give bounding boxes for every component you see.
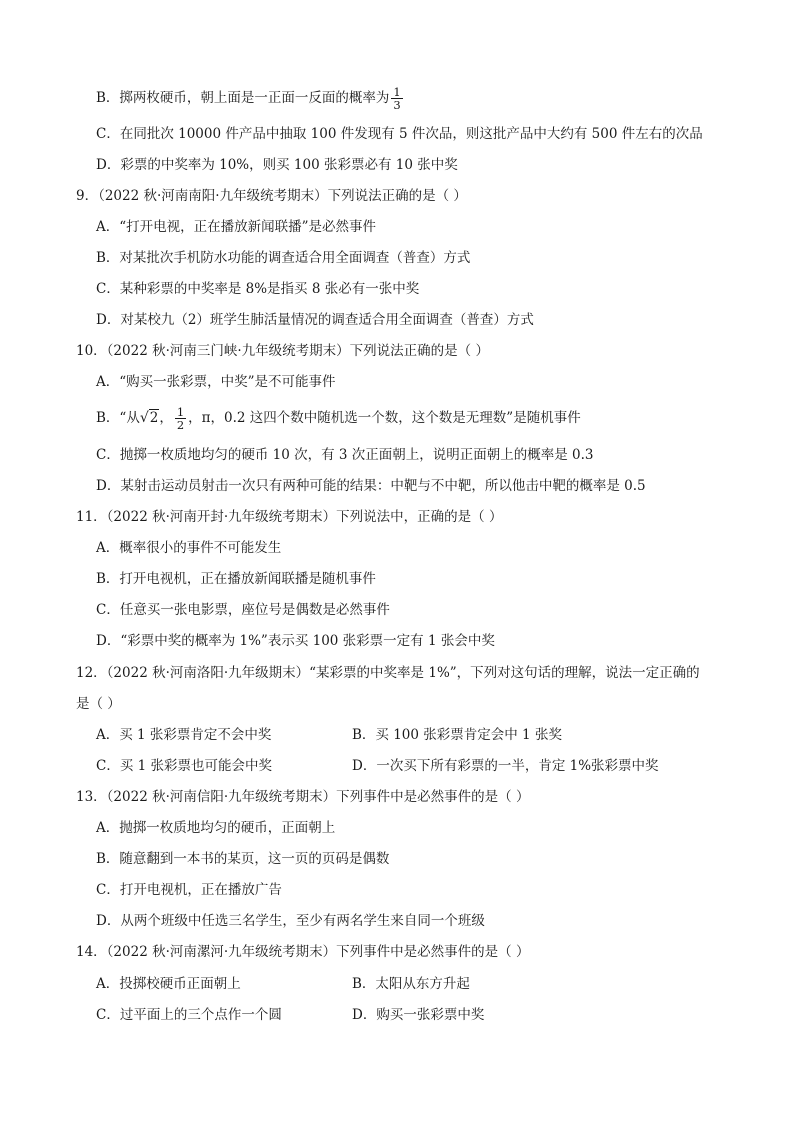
q12-option-d: D．一次买下所有彩票的一半，肯定 1%张彩票中奖 [352,758,659,774]
q14-stem: 14．（2022 秋·河南漯河·九年级统考期末）下列事件中是必然事件的是（ ） [76,944,530,960]
q11-option-a: A．概率很小的事件不可能发生 [96,540,282,556]
q13-option-d: D．从两个班级中任选三名学生，至少有两名学生来自同一个班级 [96,913,485,929]
q9-option-b: B．对某批次手机防水功能的调查适合用全面调查（普查）方式 [96,250,471,266]
q9-option-a: A．“打开电视，正在播放新闻联播”是必然事件 [96,219,377,235]
q9-option-d: D．对某校九（2）班学生肺活量情况的调查适合用全面调查（普查）方式 [96,312,534,328]
q12-option-b: B．买 100 张彩票肯定会中 1 张奖 [352,727,562,743]
sqrt-two: √2 [139,410,159,426]
q8-option-d: D．彩票的中奖率为 10%，则买 100 张彩票必有 10 张中奖 [96,157,458,173]
q12-stem-line1: 12．（2022 秋·河南洛阳·九年级期末）“某彩票的中奖率是 1%”，下列对这句话的理解，说法一定正确的 [76,665,700,681]
q11-option-d: D．“彩票中奖的概率为 1%”表示买 100 张彩票一定有 1 张会中奖 [96,633,495,649]
q8-option-c: C．在同批次 10000 件产品中抽取 100 件发现有 5 件次品，则这批产品中大约有 500 件左右的次品 [96,126,703,142]
q9-option-c: C．某种彩票的中奖率是 8%是指买 8 张必有一张中奖 [96,281,420,297]
q13-stem: 13．（2022 秋·河南信阳·九年级统考期末）下列事件中是必然事件的是（ ） [76,789,530,805]
q11-option-c: C．任意买一张电影票，座位号是偶数是必然事件 [96,602,390,618]
q14-option-c: C．过平面上的三个点作一个圆 [96,1007,282,1023]
q9-stem: 9．（2022 秋·河南南阳·九年级统考期末）下列说法正确的是（ ） [76,188,467,204]
q12-option-c: C．买 1 张彩票也可能会中奖 [96,758,273,774]
q10-option-d: D．某射击运动员射击一次只有两种可能的结果：中靶与不中靶，所以他击中靶的概率是 0.5 [96,478,646,494]
q10-option-c: C．抛掷一枚质地均匀的硬币 10 次，有 3 次正面朝上，说明正面朝上的概率是 0.3 [96,447,594,463]
q14-option-a: A．投掷校硬币正面朝上 [96,976,241,992]
fraction-one-half: $\frac{1}{2}$ [176,405,185,432]
q13-option-a: A．抛掷一枚质地均匀的硬币，正面朝上 [96,820,336,836]
q8-option-b: B．掷两枚硬币，朝上面是一正面一反面的概率为 $\frac{1}{3}$ [96,85,401,112]
q13-option-b: B．随意翻到一本书的某页，这一页的页码是偶数 [96,851,390,867]
q14-option-b: B．太阳从东方升起 [352,976,470,992]
q10-option-b: B．“从√2， $\frac{1}{2}$ ，π，0.2 这四个数中随机选一个数，这个数是无理数”是随机事件 [96,405,581,432]
q13-option-c: C．打开电视机，正在播放广告 [96,882,282,898]
q12-stem-line2: 是（ ） [76,696,121,712]
q11-stem: 11．（2022 秋·河南开封·九年级统考期末）下列说法中，正确的是（ ） [76,509,503,525]
q10-stem: 10．（2022 秋·河南三门峡·九年级统考期末）下列说法正确的是（ ） [76,343,489,359]
q12-option-a: A．买 1 张彩票肯定不会中奖 [96,727,272,743]
fraction-one-third: $\frac{1}{3}$ [393,85,401,112]
q14-option-d: D．购买一张彩票中奖 [352,1007,485,1023]
q11-option-b: B．打开电视机，正在播放新闻联播是随机事件 [96,571,376,587]
q10-option-a: A．“购买一张彩票，中奖”是不可能事件 [96,374,336,390]
